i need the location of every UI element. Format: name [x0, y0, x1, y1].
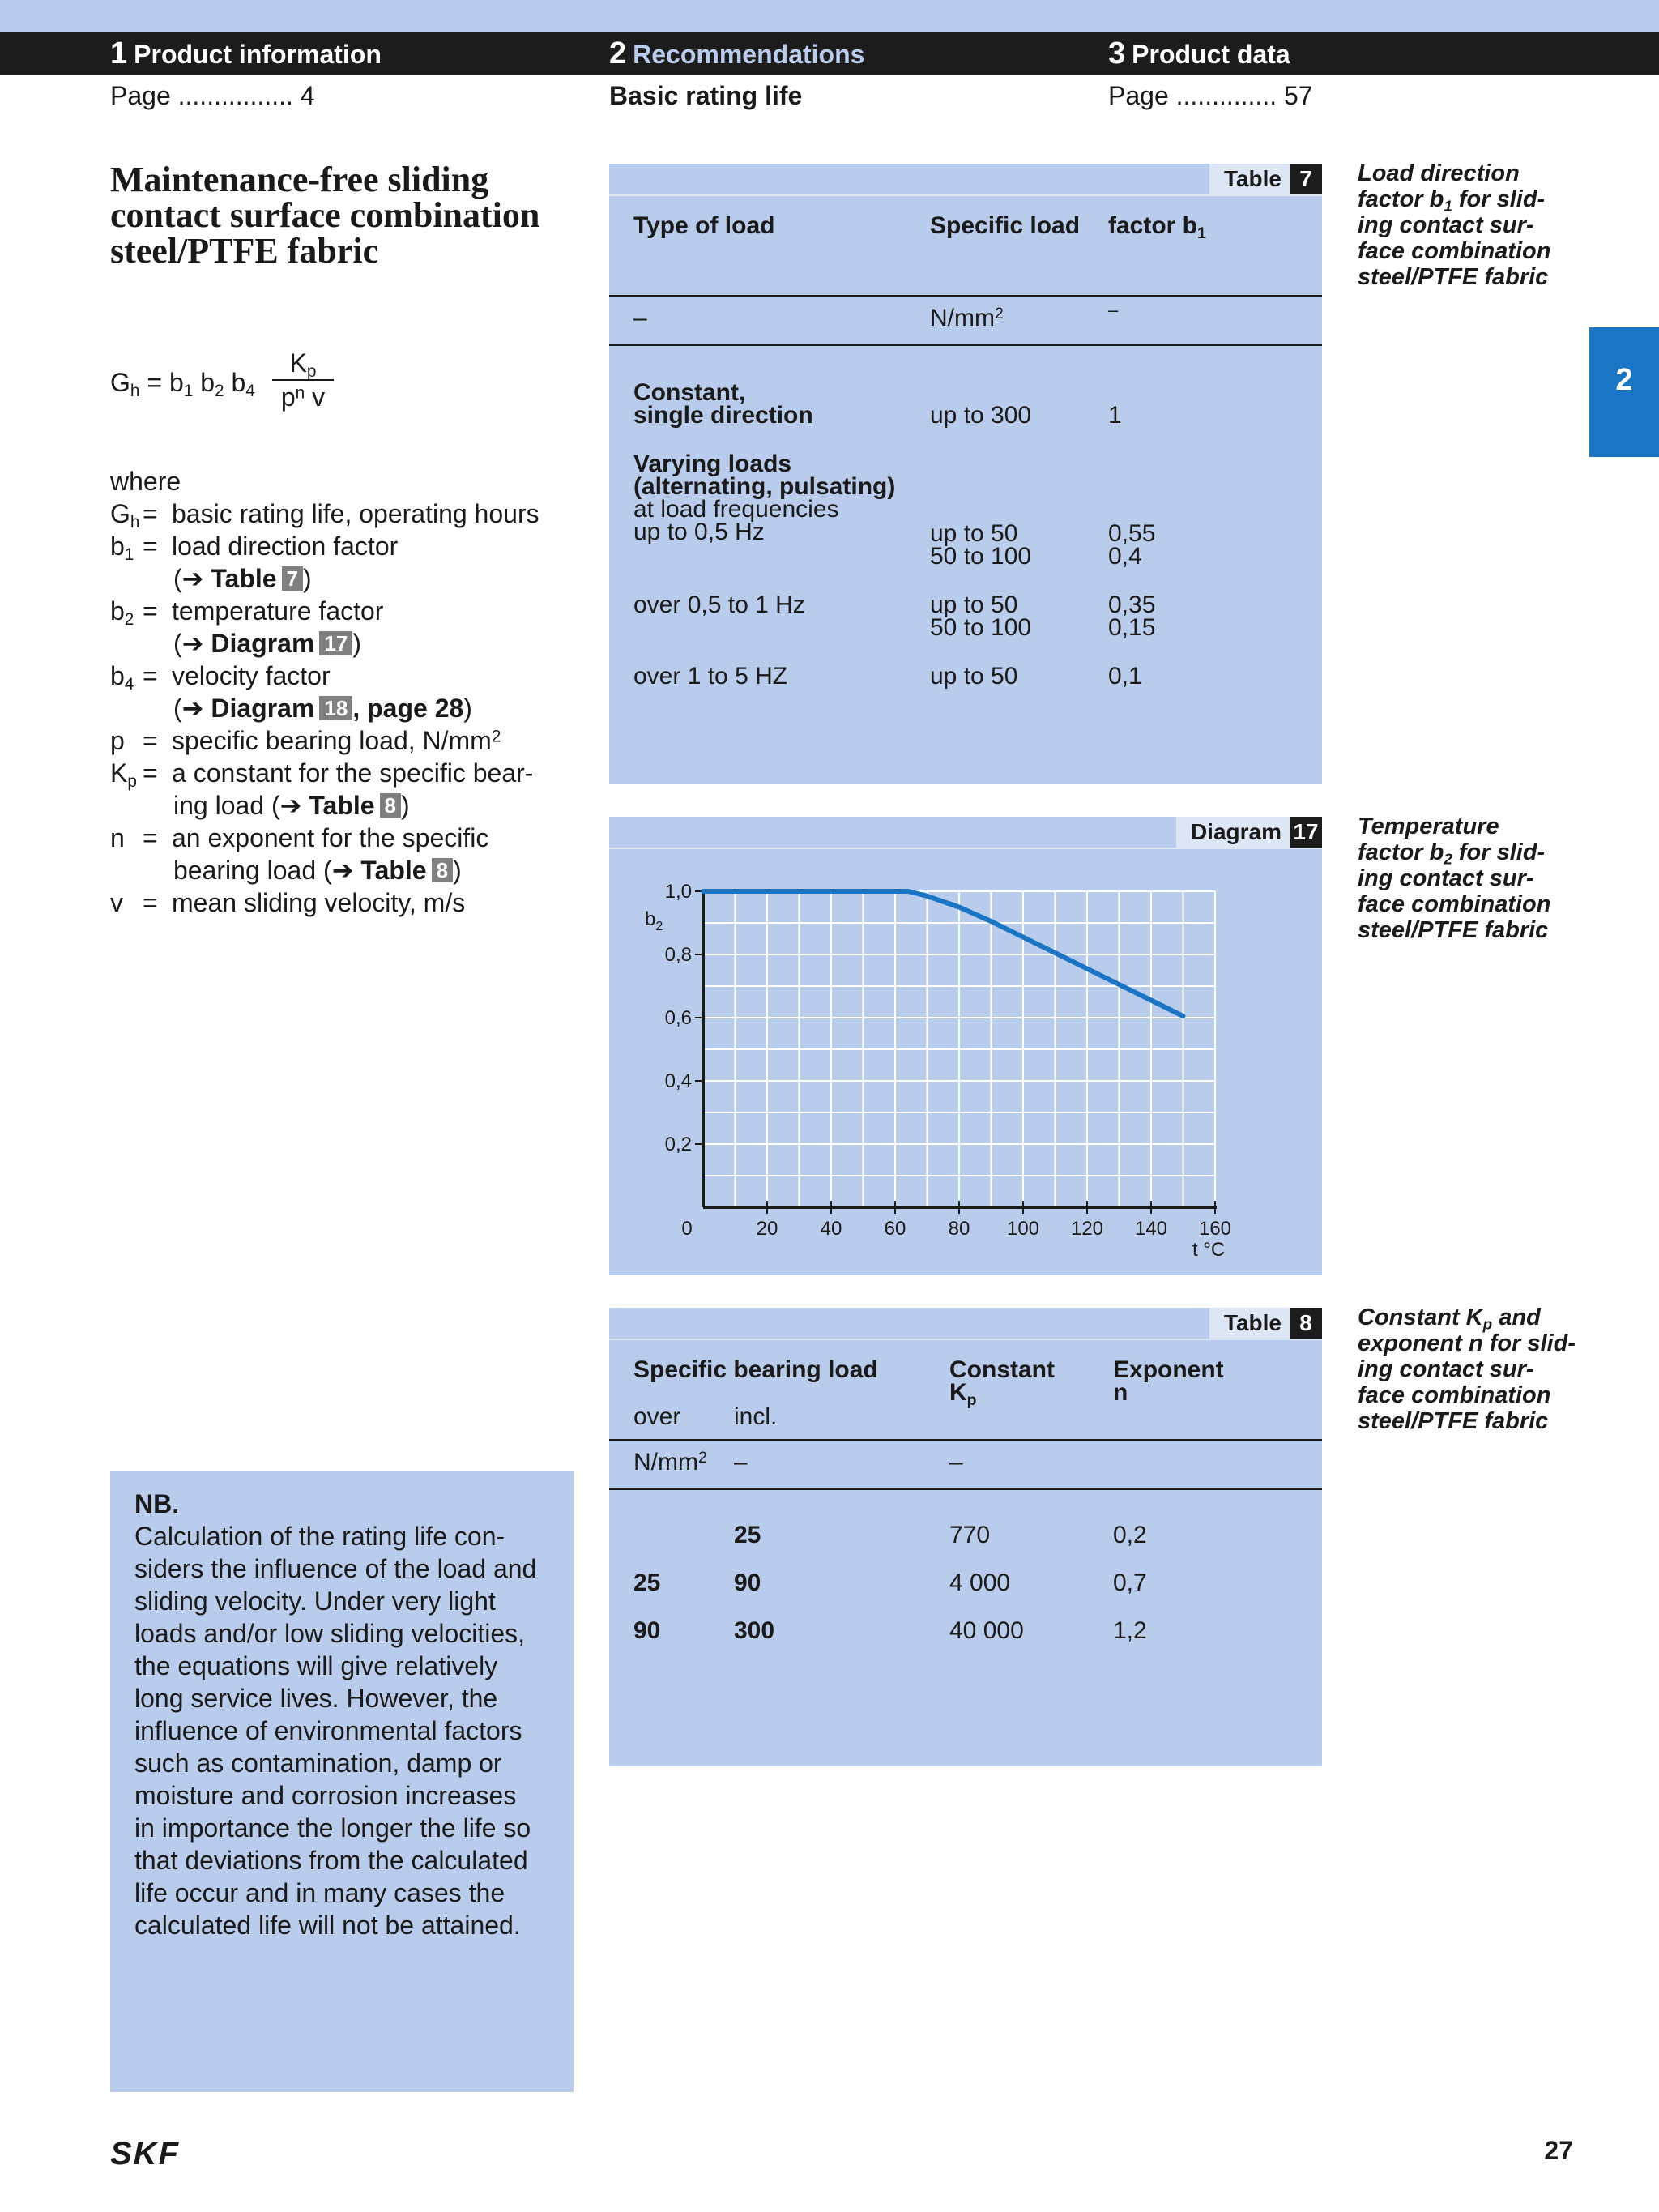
ref-diagram-17[interactable]: (➔ Diagram 17 )	[173, 629, 361, 658]
diagram-17-caption: Temperature factor $b_2$ for slid- ing contact sur- face combination steel/PTFE fabric	[1358, 813, 1551, 943]
note-title: NB.	[134, 1489, 180, 1518]
x-tick-label: 20	[756, 1218, 778, 1240]
y-tick-label: 0,4	[664, 1070, 692, 1092]
page-ref-product-information[interactable]: Page ................ 4	[110, 81, 315, 110]
table-7-label: Table 7	[1209, 164, 1322, 194]
page-ref-product-data[interactable]: Page .............. 57	[1108, 81, 1313, 110]
def-b4: $b_4$ = velocity factor	[110, 661, 331, 694]
y-tick-label: 0,2	[664, 1134, 692, 1155]
unit-factor: –	[1108, 300, 1119, 320]
ref-table-8-b[interactable]: bearing load (➔ Table 8 )	[173, 856, 462, 885]
temperature-factor-chart	[609, 817, 1322, 1275]
row-constant-value: 1	[1108, 402, 1122, 429]
rating-life-formula	[110, 347, 386, 428]
unit-over: $N/mm^2$	[633, 1449, 707, 1475]
ref-table-8-a[interactable]: ing load (➔ Table 8 )	[173, 791, 410, 820]
page-number: 27	[1544, 2136, 1573, 2165]
section-nav	[0, 32, 1659, 75]
table-8-caption: Constant $K_p$ and exponent n for slid- ing contact sur- face combination steel/PTFE fabric	[1358, 1305, 1576, 1434]
formula-lhs: $G_h = b_1$ $b_2$ $b_4$	[110, 368, 255, 401]
x-tick-label: 40	[820, 1218, 842, 1240]
nav-item-product-information[interactable]: 1 Product information	[110, 36, 382, 70]
col-header-incl: incl.	[734, 1403, 778, 1430]
def-v: v = mean sliding velocity, m/s	[110, 888, 466, 917]
table-7-load-direction-factor: Table 7 Type of load Specific load factor $b_1$ – $N/mm^2$ – Constant, single direction up to 300 1 Varying loads (alternating, pulsating) at load frequencies up to 0,5 Hz up to 50 0,55 50 to 100 0,4 over 0,5 to 1 Hz up to 50 0,35 50 to 100 0,15 over 1 to 5 HZ up to 50 0,1	[609, 164, 1322, 784]
x-tick-label: 100	[1006, 1218, 1040, 1240]
page-title: Maintenance-free sliding contact surface combination steel/PTFE fabric	[110, 160, 540, 271]
def-kp: $K_p = a$ constant for the specific bear-	[110, 758, 534, 792]
ref-diagram-18[interactable]: (➔ Diagram 18 , page 28)	[173, 694, 472, 723]
def-p: p = specific bearing load, $N/mm^2$	[110, 726, 501, 755]
row-constant-label: Constant,	[633, 379, 746, 406]
diagram-17-label: Diagram 17	[1176, 817, 1322, 848]
nav-item-product-data[interactable]: 3 Product data	[1108, 36, 1290, 70]
row-varying-label: Varying loads	[633, 451, 792, 477]
row-constant-spec: up to 300	[930, 402, 1032, 429]
x-tick-label: 0	[681, 1218, 693, 1240]
section-subtitle: Basic rating life	[609, 81, 803, 110]
note-box	[110, 1471, 574, 2092]
nav-item-recommendations[interactable]: 2 Recommendations	[609, 36, 865, 70]
def-gh: $G_h$ = basic rating life, operating hours	[110, 499, 539, 532]
unit-type: –	[633, 305, 647, 331]
y-tick-label: 0,6	[664, 1007, 692, 1029]
def-n: n = an exponent for the specific	[110, 823, 489, 852]
y-tick-label: 0,8	[664, 944, 692, 966]
x-tick-label: 60	[884, 1218, 906, 1240]
x-tick-label: 140	[1134, 1218, 1168, 1240]
formula-fraction: $K_p$ $p^n$ v	[272, 347, 334, 413]
note-text: Calculation of the rating life con- siders the influence of the load and sliding velocity. Under very light loads and/or low sliding velocities, the equations will give relatively long service lives. However, the influence of environmental factors such as contamination, damp or moisture and corrosion increases in importance the longer the life so that deviations from the calculated life occur and in many cases the calculated life will not be attained.	[134, 1522, 537, 1940]
col-header-type-of-load: Type of load	[633, 212, 775, 239]
ref-table-7[interactable]: (➔ Table 7 )	[173, 564, 312, 593]
col-header-kp: $K_p$	[949, 1379, 977, 1409]
symbol-definitions: where $G_h$ = basic rating life, operating hours $b_1$ = load direction factor (➔ Table 7 ) $b_2$ = temperature factor (➔ Diagram 17 ) $b_4$ = velocity factor (➔ Diagram 18 , page 28) p = specific bearing load, $N/mm^2$ $K_p = a$ constant for the specific bear- ing load (➔ Table 8 ) n = an exponent for the specific bearing load (➔ Table 8 ) v = mean sliding velocity, m/s	[110, 465, 580, 919]
table-8-constant-exponent: Table 8 Specific bearing load Constant $K_p$ Exponent n over incl. $N/mm^2$ – – 25 770 0,2 25 90 4 000 0,7 90 300 40 000 1,2	[609, 1308, 1322, 1766]
chapter-tab-2[interactable]: 2	[1589, 327, 1659, 457]
skf-logo: SKF	[110, 2136, 180, 2171]
def-b1: $b_1$ = load direction factor	[110, 532, 399, 565]
def-b2: $b_2$ = temperature factor	[110, 596, 384, 630]
unit-specific-load: $N/mm^2$	[930, 305, 1004, 331]
x-tick-label: 80	[948, 1218, 970, 1240]
y-axis-label: $b_2$	[645, 908, 663, 933]
table-8-label: Table 8	[1209, 1308, 1322, 1339]
col-header-over: over	[633, 1403, 681, 1430]
table-7-caption: Load direction factor $b_1$ for slid- ing contact sur- face combination steel/PTFE fabric	[1358, 160, 1551, 290]
col-header-exponent: Exponent	[1113, 1356, 1224, 1383]
col-header-specific-load: Specific load	[930, 212, 1081, 239]
y-tick-label: 1,0	[664, 881, 692, 903]
col-header-specific-bearing-load: Specific bearing load	[633, 1356, 878, 1383]
x-tick-label: 160	[1198, 1218, 1232, 1240]
x-axis-label: t °C	[1192, 1239, 1226, 1261]
diagram-17-temperature-factor	[609, 817, 1322, 1275]
top-band	[0, 0, 1659, 32]
col-header-factor-b1: factor $b_1$	[1108, 212, 1206, 242]
col-header-constant: Constant	[949, 1356, 1055, 1383]
x-tick-label: 120	[1070, 1218, 1104, 1240]
